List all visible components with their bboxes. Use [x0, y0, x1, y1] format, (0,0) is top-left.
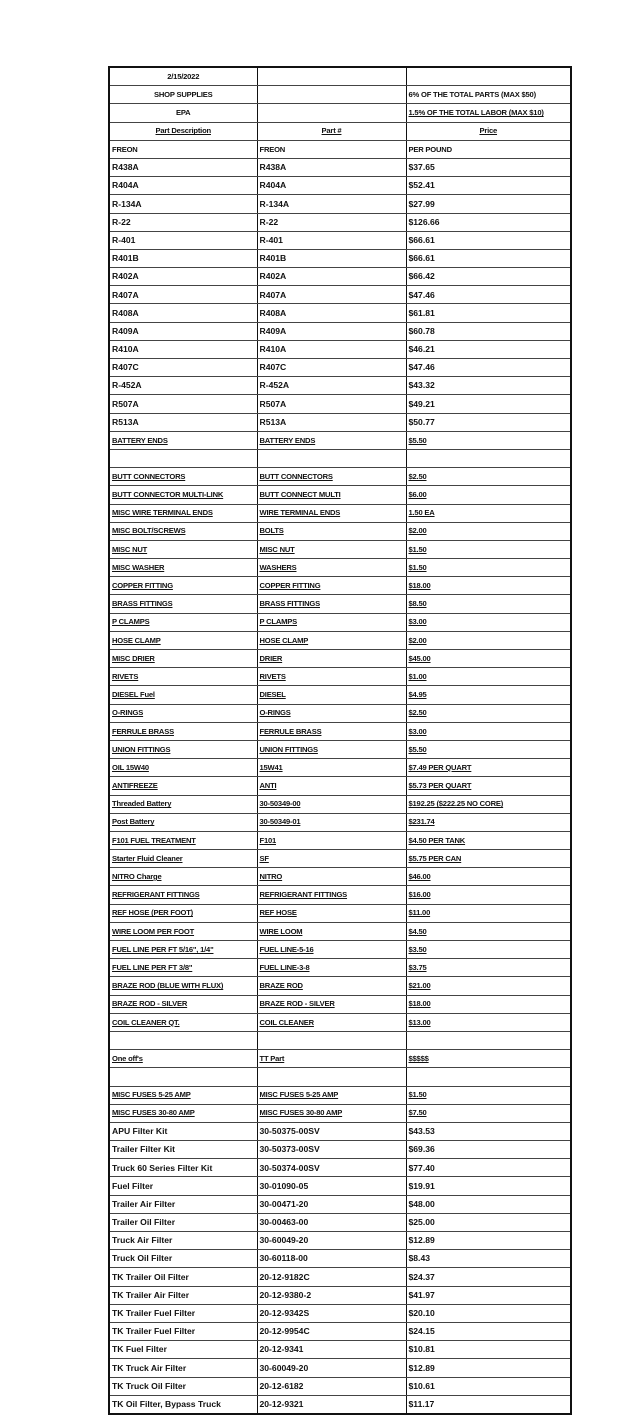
part-description-cell: COPPER FITTING: [109, 577, 257, 595]
part-description-cell: UNION FITTINGS: [109, 740, 257, 758]
price-cell: $66.61: [406, 249, 571, 267]
price-cell: $4.95: [406, 686, 571, 704]
table-row: [109, 1213, 571, 1231]
table-row: [109, 304, 571, 322]
table-row: [109, 1341, 571, 1359]
table-row: [109, 413, 571, 431]
part-number-cell: 30-50373-00SV: [257, 1141, 406, 1159]
part-number-cell: MISC FUSES 5-25 AMP: [257, 1086, 406, 1104]
price-cell: $2.50: [406, 468, 571, 486]
part-description-cell: R-401: [109, 231, 257, 249]
price-cell: $37.65: [406, 158, 571, 176]
part-description-cell: P CLAMPS: [109, 613, 257, 631]
part-description-cell: RIVETS: [109, 668, 257, 686]
price-cell: $7.50: [406, 1104, 571, 1122]
price-cell: $16.00: [406, 886, 571, 904]
table-row: [109, 995, 571, 1013]
part-description-cell: Truck 60 Series Filter Kit: [109, 1159, 257, 1177]
part-number-cell: 30-50349-00: [257, 795, 406, 813]
part-description-cell: Truck Oil Filter: [109, 1250, 257, 1268]
part-number-cell: R409A: [257, 322, 406, 340]
price-cell: $1.00: [406, 668, 571, 686]
table-row: [109, 595, 571, 613]
empty-cell: [406, 67, 571, 86]
table-row: [109, 231, 571, 249]
price-cell: $11.00: [406, 904, 571, 922]
price-cell: $5.73 PER QUART: [406, 777, 571, 795]
part-description-cell: MISC FUSES 30-80 AMP: [109, 1104, 257, 1122]
table-row: [109, 686, 571, 704]
part-description-cell: R513A: [109, 413, 257, 431]
part-number-cell: 30-50349-01: [257, 813, 406, 831]
part-number-cell: DRIER: [257, 650, 406, 668]
price-cell: $47.46: [406, 359, 571, 377]
part-number-cell: 20-12-9380-2: [257, 1286, 406, 1304]
table-row: [109, 1068, 571, 1086]
table-row: [109, 449, 571, 467]
price-cell: $43.32: [406, 377, 571, 395]
part-description-cell: R408A: [109, 304, 257, 322]
part-description-cell: BRASS FITTINGS: [109, 595, 257, 613]
table-row: [109, 486, 571, 504]
part-description-cell: FUEL LINE PER FT 5/16", 1/4": [109, 941, 257, 959]
part-description-cell: ANTIFREEZE: [109, 777, 257, 795]
table-row: [109, 195, 571, 213]
price-cell: $2.00: [406, 522, 571, 540]
part-number-cell: 30-60049-20: [257, 1232, 406, 1250]
table-row: [109, 340, 571, 358]
part-number-cell: MISC NUT: [257, 540, 406, 558]
empty-cell: [257, 104, 406, 122]
price-sheet-body: [109, 67, 571, 1414]
table-row: [109, 1122, 571, 1140]
price-cell: $6.00: [406, 486, 571, 504]
part-description-cell: TK Trailer Fuel Filter: [109, 1322, 257, 1340]
table-row: [109, 359, 571, 377]
price-cell: $60.78: [406, 322, 571, 340]
part-description-cell: TK Oil Filter, Bypass Truck: [109, 1395, 257, 1414]
part-number-cell: 20-12-6182: [257, 1377, 406, 1395]
epa-row: [109, 104, 571, 122]
date-row: [109, 67, 571, 86]
part-number-cell: R408A: [257, 304, 406, 322]
part-number-cell: R402A: [257, 268, 406, 286]
table-row: [109, 140, 571, 158]
shop-supplies-row: [109, 86, 571, 104]
part-number-cell: 30-60049-20: [257, 1359, 406, 1377]
table-row: [109, 795, 571, 813]
part-description-cell: FREON: [109, 140, 257, 158]
table-row: [109, 1268, 571, 1286]
part-description-cell: MISC WIRE TERMINAL ENDS: [109, 504, 257, 522]
epa-note: 1.5% OF THE TOTAL LABOR (MAX $10): [406, 104, 571, 122]
part-number-cell: DIESEL: [257, 686, 406, 704]
table-row: [109, 504, 571, 522]
part-number-cell: FUEL LINE-3-8: [257, 959, 406, 977]
part-description-cell: REF HOSE (PER FOOT): [109, 904, 257, 922]
part-number-cell: WASHERS: [257, 559, 406, 577]
part-number-cell: R507A: [257, 395, 406, 413]
part-description-cell: F101 FUEL TREATMENT: [109, 831, 257, 849]
table-row: [109, 759, 571, 777]
part-number-cell: WIRE LOOM: [257, 922, 406, 940]
part-number-cell: BOLTS: [257, 522, 406, 540]
part-description-cell: R-22: [109, 213, 257, 231]
part-number-cell: TT Part: [257, 1050, 406, 1068]
price-cell: $2.00: [406, 631, 571, 649]
table-row: [109, 377, 571, 395]
table-row: [109, 1086, 571, 1104]
part-number-cell: HOSE CLAMP: [257, 631, 406, 649]
part-description-cell: R402A: [109, 268, 257, 286]
part-description-cell: R-134A: [109, 195, 257, 213]
part-description-cell: WIRE LOOM PER FOOT: [109, 922, 257, 940]
part-description-cell: TK Truck Air Filter: [109, 1359, 257, 1377]
price-cell: $231.74: [406, 813, 571, 831]
part-number-cell: BUTT CONNECTORS: [257, 468, 406, 486]
price-cell: $61.81: [406, 304, 571, 322]
price-cell: $24.15: [406, 1322, 571, 1340]
part-description-cell: Truck Air Filter: [109, 1232, 257, 1250]
price-cell: $12.89: [406, 1359, 571, 1377]
part-number-cell: 30-50374-00SV: [257, 1159, 406, 1177]
price-cell: $25.00: [406, 1213, 571, 1231]
part-number-cell: FERRULE BRASS: [257, 722, 406, 740]
table-row: [109, 1050, 571, 1068]
part-number-cell: NITRO: [257, 868, 406, 886]
part-number-cell: F101: [257, 831, 406, 849]
price-cell: $126.66: [406, 213, 571, 231]
part-number-cell: [257, 1031, 406, 1049]
part-description-cell: [109, 1031, 257, 1049]
part-description-cell: [109, 449, 257, 467]
table-row: [109, 158, 571, 176]
table-row: [109, 777, 571, 795]
part-number-cell: 20-12-9341: [257, 1341, 406, 1359]
part-description-cell: REFRIGERANT FITTINGS: [109, 886, 257, 904]
price-cell: $48.00: [406, 1195, 571, 1213]
part-number-cell: BRASS FITTINGS: [257, 595, 406, 613]
part-number-cell: ANTI: [257, 777, 406, 795]
table-row: [109, 668, 571, 686]
price-cell: $8.43: [406, 1250, 571, 1268]
part-number-cell: 30-00471-20: [257, 1195, 406, 1213]
part-description-cell: [109, 1068, 257, 1086]
table-row: [109, 886, 571, 904]
part-number-cell: [257, 449, 406, 467]
part-description-cell: R410A: [109, 340, 257, 358]
table-row: [109, 941, 571, 959]
part-number-cell: FUEL LINE-5-16: [257, 941, 406, 959]
price-cell: $5.50: [406, 740, 571, 758]
table-row: [109, 468, 571, 486]
part-number-cell: 30-00463-00: [257, 1213, 406, 1231]
part-number-cell: FREON: [257, 140, 406, 158]
part-description-cell: MISC NUT: [109, 540, 257, 558]
table-row: [109, 977, 571, 995]
part-number-cell: COIL CLEANER: [257, 1013, 406, 1031]
table-row: [109, 1159, 571, 1177]
price-cell: $27.99: [406, 195, 571, 213]
table-row: [109, 1304, 571, 1322]
table-row: [109, 177, 571, 195]
part-description-cell: APU Filter Kit: [109, 1122, 257, 1140]
price-cell: $8.50: [406, 595, 571, 613]
part-description-cell: NITRO Charge: [109, 868, 257, 886]
empty-cell: [257, 67, 406, 86]
part-description-cell: BUTT CONNECTOR MULTI-LINK: [109, 486, 257, 504]
part-description-cell: One off's: [109, 1050, 257, 1068]
price-cell: $7.49 PER QUART: [406, 759, 571, 777]
table-row: [109, 577, 571, 595]
part-number-cell: R-452A: [257, 377, 406, 395]
part-description-cell: TK Trailer Fuel Filter: [109, 1304, 257, 1322]
table-row: [109, 1377, 571, 1395]
part-description-cell: TK Truck Oil Filter: [109, 1377, 257, 1395]
part-description-cell: BUTT CONNECTORS: [109, 468, 257, 486]
part-description-cell: Fuel Filter: [109, 1177, 257, 1195]
price-cell: $69.36: [406, 1141, 571, 1159]
part-number-cell: R401B: [257, 249, 406, 267]
price-cell: $24.37: [406, 1268, 571, 1286]
part-number-cell: R438A: [257, 158, 406, 176]
table-row: [109, 1322, 571, 1340]
price-cell: $1.50: [406, 540, 571, 558]
price-cell: $66.61: [406, 231, 571, 249]
part-description-cell: MISC FUSES 5-25 AMP: [109, 1086, 257, 1104]
part-number-cell: P CLAMPS: [257, 613, 406, 631]
table-row: [109, 213, 571, 231]
col-header-price: Price: [406, 122, 571, 140]
price-cell: $18.00: [406, 995, 571, 1013]
price-cell: [406, 449, 571, 467]
price-cell: $18.00: [406, 577, 571, 595]
table-row: [109, 959, 571, 977]
price-cell: $1.50: [406, 1086, 571, 1104]
part-description-cell: R438A: [109, 158, 257, 176]
price-cell: $4.50 PER TANK: [406, 831, 571, 849]
part-number-cell: 20-12-9182C: [257, 1268, 406, 1286]
part-description-cell: COIL CLEANER QT.: [109, 1013, 257, 1031]
table-row: [109, 868, 571, 886]
price-cell: $10.81: [406, 1341, 571, 1359]
price-cell: $43.53: [406, 1122, 571, 1140]
part-description-cell: MISC DRIER: [109, 650, 257, 668]
table-row: [109, 1195, 571, 1213]
price-cell: $4.50: [406, 922, 571, 940]
part-number-cell: R-22: [257, 213, 406, 231]
part-number-cell: 15W41: [257, 759, 406, 777]
table-row: [109, 1395, 571, 1414]
price-cell: $3.75: [406, 959, 571, 977]
part-description-cell: O-RINGS: [109, 704, 257, 722]
part-description-cell: R404A: [109, 177, 257, 195]
price-cell: PER POUND: [406, 140, 571, 158]
table-row: [109, 613, 571, 631]
price-sheet-table: [108, 66, 572, 1415]
price-cell: $19.91: [406, 1177, 571, 1195]
shop-supplies-note: 6% OF THE TOTAL PARTS (MAX $50): [406, 86, 571, 104]
price-cell: $21.00: [406, 977, 571, 995]
part-number-cell: R513A: [257, 413, 406, 431]
part-number-cell: BUTT CONNECT MULTI: [257, 486, 406, 504]
part-number-cell: R407A: [257, 286, 406, 304]
table-row: [109, 631, 571, 649]
table-row: [109, 922, 571, 940]
part-number-cell: MISC FUSES 30-80 AMP: [257, 1104, 406, 1122]
part-number-cell: R410A: [257, 340, 406, 358]
part-description-cell: R409A: [109, 322, 257, 340]
table-row: [109, 850, 571, 868]
price-cell: $3.00: [406, 613, 571, 631]
price-cell: $47.46: [406, 286, 571, 304]
part-number-cell: R404A: [257, 177, 406, 195]
part-number-cell: 20-12-9342S: [257, 1304, 406, 1322]
table-row: [109, 431, 571, 449]
table-row: [109, 322, 571, 340]
part-description-cell: FERRULE BRASS: [109, 722, 257, 740]
part-description-cell: BRAZE ROD (BLUE WITH FLUX): [109, 977, 257, 995]
empty-cell: [257, 86, 406, 104]
part-number-cell: 30-60118-00: [257, 1250, 406, 1268]
price-cell: $$$$$: [406, 1050, 571, 1068]
table-row: [109, 1104, 571, 1122]
price-cell: $13.00: [406, 1013, 571, 1031]
part-number-cell: UNION FITTINGS: [257, 740, 406, 758]
table-row: [109, 286, 571, 304]
part-description-cell: Starter Fluid Cleaner: [109, 850, 257, 868]
part-description-cell: R401B: [109, 249, 257, 267]
table-row: [109, 1141, 571, 1159]
part-description-cell: R407A: [109, 286, 257, 304]
price-cell: $10.61: [406, 1377, 571, 1395]
part-description-cell: Trailer Oil Filter: [109, 1213, 257, 1231]
part-number-cell: REFRIGERANT FITTINGS: [257, 886, 406, 904]
table-row: [109, 1250, 571, 1268]
part-number-cell: R407C: [257, 359, 406, 377]
price-cell: [406, 1068, 571, 1086]
table-row: [109, 813, 571, 831]
epa-label: EPA: [109, 104, 257, 122]
table-row: [109, 540, 571, 558]
part-description-cell: BRAZE ROD - SILVER: [109, 995, 257, 1013]
part-number-cell: [257, 1068, 406, 1086]
part-number-cell: 30-01090-05: [257, 1177, 406, 1195]
price-cell: $3.50: [406, 941, 571, 959]
table-row: [109, 704, 571, 722]
price-cell: $45.00: [406, 650, 571, 668]
part-number-cell: O-RINGS: [257, 704, 406, 722]
price-cell: $46.00: [406, 868, 571, 886]
table-row: [109, 1232, 571, 1250]
col-header-part: Part #: [257, 122, 406, 140]
price-cell: $20.10: [406, 1304, 571, 1322]
price-cell: [406, 1031, 571, 1049]
price-cell: $50.77: [406, 413, 571, 431]
price-cell: $52.41: [406, 177, 571, 195]
part-description-cell: Threaded Battery: [109, 795, 257, 813]
price-cell: $66.42: [406, 268, 571, 286]
part-description-cell: R407C: [109, 359, 257, 377]
part-number-cell: WIRE TERMINAL ENDS: [257, 504, 406, 522]
part-number-cell: R-401: [257, 231, 406, 249]
part-description-cell: R507A: [109, 395, 257, 413]
part-description-cell: R-452A: [109, 377, 257, 395]
table-row: [109, 1359, 571, 1377]
table-row: [109, 904, 571, 922]
part-description-cell: TK Trailer Air Filter: [109, 1286, 257, 1304]
table-row: [109, 722, 571, 740]
part-description-cell: OIL 15W40: [109, 759, 257, 777]
part-description-cell: HOSE CLAMP: [109, 631, 257, 649]
table-row: [109, 650, 571, 668]
part-description-cell: TK Fuel Filter: [109, 1341, 257, 1359]
table-row: [109, 1286, 571, 1304]
column-header-row: [109, 122, 571, 140]
part-description-cell: FUEL LINE PER FT 3/8": [109, 959, 257, 977]
table-row: [109, 1177, 571, 1195]
price-cell: $2.50: [406, 704, 571, 722]
part-description-cell: MISC WASHER: [109, 559, 257, 577]
table-row: [109, 268, 571, 286]
part-number-cell: BATTERY ENDS: [257, 431, 406, 449]
part-number-cell: BRAZE ROD - SILVER: [257, 995, 406, 1013]
part-number-cell: REF HOSE: [257, 904, 406, 922]
part-number-cell: SF: [257, 850, 406, 868]
part-number-cell: 20-12-9321: [257, 1395, 406, 1414]
table-row: [109, 1013, 571, 1031]
part-description-cell: Post Battery: [109, 813, 257, 831]
price-cell: $3.00: [406, 722, 571, 740]
table-row: [109, 249, 571, 267]
price-cell: $77.40: [406, 1159, 571, 1177]
part-number-cell: 20-12-9954C: [257, 1322, 406, 1340]
part-description-cell: MISC BOLT/SCREWS: [109, 522, 257, 540]
table-row: [109, 1031, 571, 1049]
price-cell: $5.50: [406, 431, 571, 449]
price-cell: 1.50 EA: [406, 504, 571, 522]
part-number-cell: R-134A: [257, 195, 406, 213]
table-row: [109, 395, 571, 413]
table-row: [109, 522, 571, 540]
part-number-cell: BRAZE ROD: [257, 977, 406, 995]
shop-supplies-label: SHOP SUPPLIES: [109, 86, 257, 104]
part-description-cell: Trailer Filter Kit: [109, 1141, 257, 1159]
table-row: [109, 831, 571, 849]
part-description-cell: BATTERY ENDS: [109, 431, 257, 449]
part-description-cell: TK Trailer Oil Filter: [109, 1268, 257, 1286]
col-header-description: Part Description: [109, 122, 257, 140]
part-description-cell: DIESEL Fuel: [109, 686, 257, 704]
date-cell: 2/15/2022: [109, 67, 257, 86]
part-number-cell: 30-50375-00SV: [257, 1122, 406, 1140]
price-cell: $192.25 ($222.25 NO CORE): [406, 795, 571, 813]
price-cell: $49.21: [406, 395, 571, 413]
part-description-cell: Trailer Air Filter: [109, 1195, 257, 1213]
part-number-cell: COPPER FITTING: [257, 577, 406, 595]
price-cell: $5.75 PER CAN: [406, 850, 571, 868]
table-row: [109, 740, 571, 758]
price-cell: $1.50: [406, 559, 571, 577]
price-cell: $46.21: [406, 340, 571, 358]
price-cell: $12.89: [406, 1232, 571, 1250]
price-cell: $41.97: [406, 1286, 571, 1304]
price-cell: $11.17: [406, 1395, 571, 1414]
table-row: [109, 559, 571, 577]
part-number-cell: RIVETS: [257, 668, 406, 686]
